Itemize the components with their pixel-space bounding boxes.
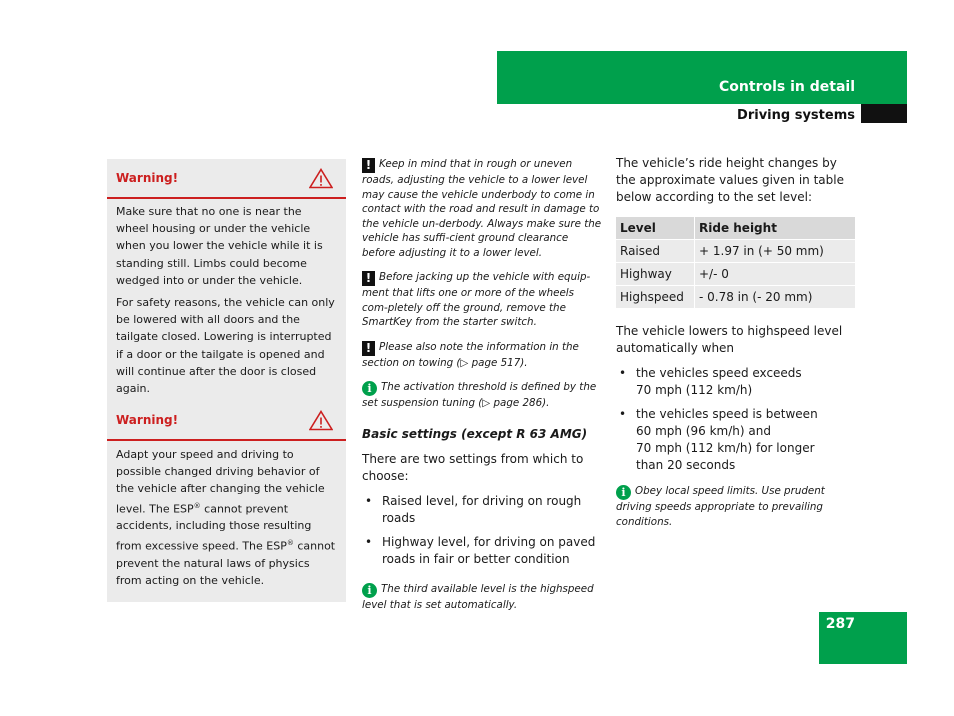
right-column xyxy=(616,155,856,539)
table-cell: +/- 0 xyxy=(695,263,856,285)
warning-title: Warning! xyxy=(116,413,179,427)
table-cell: + 1.97 in (+ 50 mm) xyxy=(695,240,856,262)
header-bar xyxy=(497,51,907,104)
info-note: i The third available level is the highspeed level that is set automatically. xyxy=(362,582,594,611)
settings-intro: There are two settings from which to choose: xyxy=(362,451,584,483)
table-cell: Highway xyxy=(616,263,695,285)
warning-body xyxy=(107,199,346,410)
warning-paragraph: Make sure that no one is near the wheel housing or under the vehicle when you lower the vehicle while it is standing still. Limbs could become wedged into or under the vehicle. xyxy=(116,205,323,287)
caution-note: ! Keep in mind that in rough or uneven roads, adjusting the vehicle to a lower level may cause the vehicle underbody to come in contact with the road and result in damage to the vehicle un-derbody. Always make sure the vehicle has suffi-cient ground clearance before adjusting it to a lower level. xyxy=(362,158,602,259)
ride-height-intro: The vehicle’s ride height changes by the approximate values given in table below according to the set level: xyxy=(616,156,844,204)
caution-note: ! Please also note the information in the section on towing (▷ page 517). xyxy=(362,340,579,369)
info-note: i Obey local speed limits. Use prudent driving speeds appropriate to prevailing conditions. xyxy=(616,485,825,528)
table-header-cell: Ride height xyxy=(695,217,856,239)
middle-column xyxy=(362,157,602,622)
table-cell: Highspeed xyxy=(616,286,695,308)
settings-list xyxy=(362,493,602,568)
warning-box-wheel-housing xyxy=(107,159,346,410)
table-header-row xyxy=(616,217,856,239)
table-row xyxy=(616,240,856,262)
list-item: • Highway level, for driving on paved roads in fair or better condition xyxy=(362,534,602,568)
info-note: i The activation threshold is defined by the set suspension tuning (▷ page 286). xyxy=(362,381,597,409)
auto-lower-list xyxy=(616,365,856,474)
subsection-title: Driving systems xyxy=(737,108,855,123)
warning-header xyxy=(107,401,346,441)
warning-paragraph: Adapt your speed and driving to possible changed driving behavior of the vehicle after changing the vehicle level. The ESP® cannot prevent accidents, including those resulting from excessive speed. The ESP® cannot prevent the natural laws of physics from acting on the vehicle. xyxy=(116,448,336,587)
table-row xyxy=(616,263,856,285)
info-icon: i xyxy=(362,381,377,396)
warning-paragraph: For safety reasons, the vehicle can only be lowered with all doors and the tailgate closed. Lowering is interrupted if a door or the tailgate is opened and will continue after the door is closed again. xyxy=(116,296,335,396)
exclamation-icon: ! xyxy=(362,158,375,173)
section-tab-marker xyxy=(861,104,907,123)
ride-height-table xyxy=(616,216,856,309)
list-item: • the vehicles speed is between 60 mph (96 km/h) and 70 mph (112 km/h) for longer than 20 seconds xyxy=(616,406,856,474)
warning-title: Warning! xyxy=(116,171,179,185)
caution-note: ! Before jacking up the vehicle with equip-ment that lifts one or more of the wheels com-pletely off the ground, remove the SmartKey from the starter switch. xyxy=(362,271,591,328)
table-cell: Raised xyxy=(616,240,695,262)
warning-body xyxy=(107,441,346,602)
warning-header xyxy=(107,159,346,199)
exclamation-icon: ! xyxy=(362,341,375,356)
warning-box-esp xyxy=(107,401,346,602)
section-title: Controls in detail xyxy=(719,79,855,95)
table-row xyxy=(616,286,856,308)
page-number: 287 xyxy=(825,616,855,632)
warning-triangle-icon xyxy=(309,168,333,189)
auto-lower-intro: The vehicle lowers to highspeed level automatically when xyxy=(616,324,843,355)
list-item: • the vehicles speed exceeds 70 mph (112 km/h) xyxy=(616,365,856,399)
warning-triangle-icon xyxy=(309,410,333,431)
info-icon: i xyxy=(616,485,631,500)
info-icon: i xyxy=(362,583,377,598)
basic-settings-heading: Basic settings (except R 63 AMG) xyxy=(362,426,588,441)
exclamation-icon: ! xyxy=(362,271,375,286)
table-cell: - 0.78 in (- 20 mm) xyxy=(695,286,856,308)
list-item: • Raised level, for driving on rough roads xyxy=(362,493,602,527)
table-header-cell: Level xyxy=(616,217,695,239)
